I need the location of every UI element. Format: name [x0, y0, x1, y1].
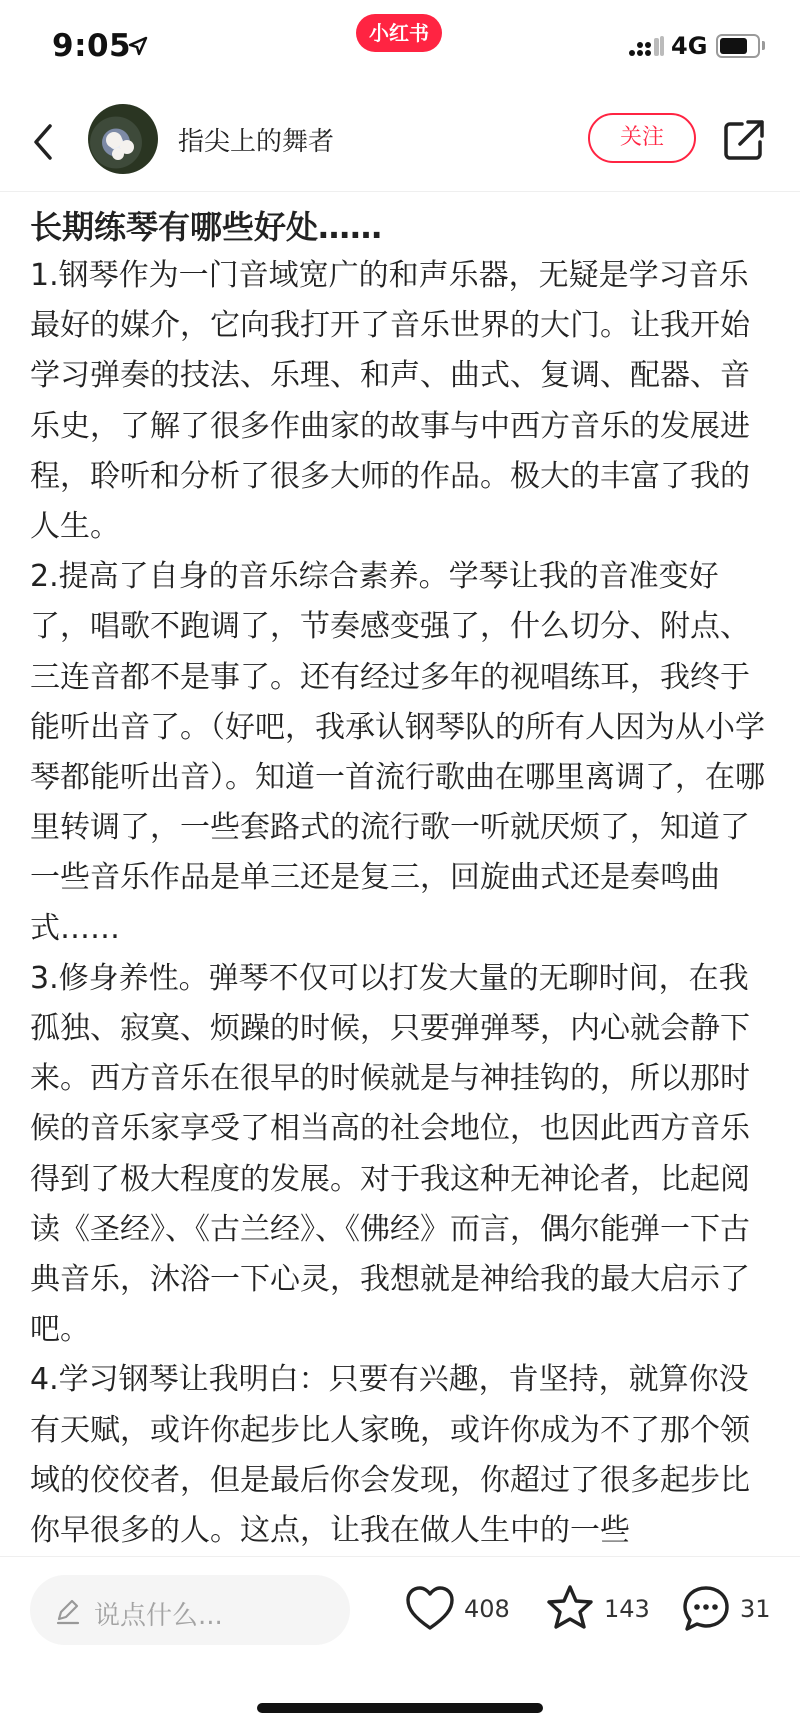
heart-icon: [404, 1583, 456, 1635]
comment-input[interactable]: [30, 1575, 350, 1645]
post-paragraph: 1.钢琴作为一门音域宽广的和声乐器，无疑是学习音乐最好的媒介，它向我打开了音乐世界的大门。让我开始学习弹奏的技法、乐理、和声、曲式、复调、配器、音乐史，了解了很多作曲家的故事与中西方音乐的发展进程，聆听和分析了很多大师的作品。极大的丰富了我的人生。: [30, 258, 750, 545]
post-paragraph: 3.修身养性。弹琴不仅可以打发大量的无聊时间，在我孤独、寂寞、烦躁的时候，只要弹弹琴，内心就会静下来。西方音乐在很早的时候就是与神挂钩的，所以那时候的音乐家享受了相当高的社会地位，也因此西方音乐得到了极大程度的发展。对于我这种无神论者，比起阅读《圣经》、《古兰经》、《佛经》而言，偶尔能弹一下古典音乐，沐浴一下心灵，我想就是神给我的最大启示了吧。: [30, 960, 750, 1348]
brand-logo: 小红书: [356, 14, 442, 52]
share-icon[interactable]: [722, 118, 766, 162]
network-label: 4G: [671, 32, 708, 60]
post-body: [30, 251, 774, 1556]
note-content: [30, 205, 774, 1556]
pen-icon: [54, 1597, 82, 1625]
bottom-action-bar: [0, 1556, 800, 1731]
collect-button[interactable]: [544, 1583, 654, 1639]
follow-button[interactable]: 关注: [588, 113, 696, 163]
signal-icon: [628, 36, 664, 58]
like-count: 408: [464, 1595, 510, 1623]
comment-count: 31: [740, 1595, 771, 1623]
battery-level: [720, 38, 747, 54]
battery-cap: [762, 41, 765, 50]
post-paragraph: 4.学习钢琴让我明白：只要有兴趣，肯坚持，就算你没有天赋，或许你起步比人家晚，或许你成为不了那个领域的佼佼者，但是最后你会发现，你超过了很多起步比你早很多的人。这点，让我在做人生中的一些: [30, 1362, 750, 1549]
note-header: [0, 90, 800, 192]
location-arrow-icon: [128, 36, 148, 56]
author-name[interactable]: 指尖上的舞者: [178, 127, 335, 157]
post-paragraph: 2.提高了自身的音乐综合素养。学琴让我的音准变好了，唱歌不跑调了，节奏感变强了，什么切分、附点、三连音都不是事了。还有经过多年的视唱练耳，我终于能听出音了。（好吧，我承认钢琴队的所有人因为从小学琴都能听出音）。知道一首流行歌曲在哪里离调了，在哪里转调了，一些套路式的流行歌一听就厌烦了，知道了一些音乐作品是单三还是复三，回旋曲式还是奏鸣曲式……: [30, 559, 765, 946]
chat-bubble-icon: [680, 1583, 732, 1635]
home-indicator[interactable]: [257, 1703, 543, 1713]
comment-button[interactable]: [680, 1583, 780, 1639]
like-button[interactable]: [404, 1583, 514, 1639]
author-avatar[interactable]: [88, 104, 158, 174]
collect-count: 143: [604, 1595, 650, 1623]
status-bar: [0, 0, 800, 90]
chevron-left-icon[interactable]: [28, 120, 60, 164]
post-title: 长期练琴有哪些好处……: [30, 208, 383, 246]
status-time: 9:05: [52, 28, 132, 64]
battery-icon: [716, 34, 760, 58]
comment-placeholder: 说点什么...: [94, 1601, 223, 1631]
star-icon: [544, 1583, 596, 1635]
